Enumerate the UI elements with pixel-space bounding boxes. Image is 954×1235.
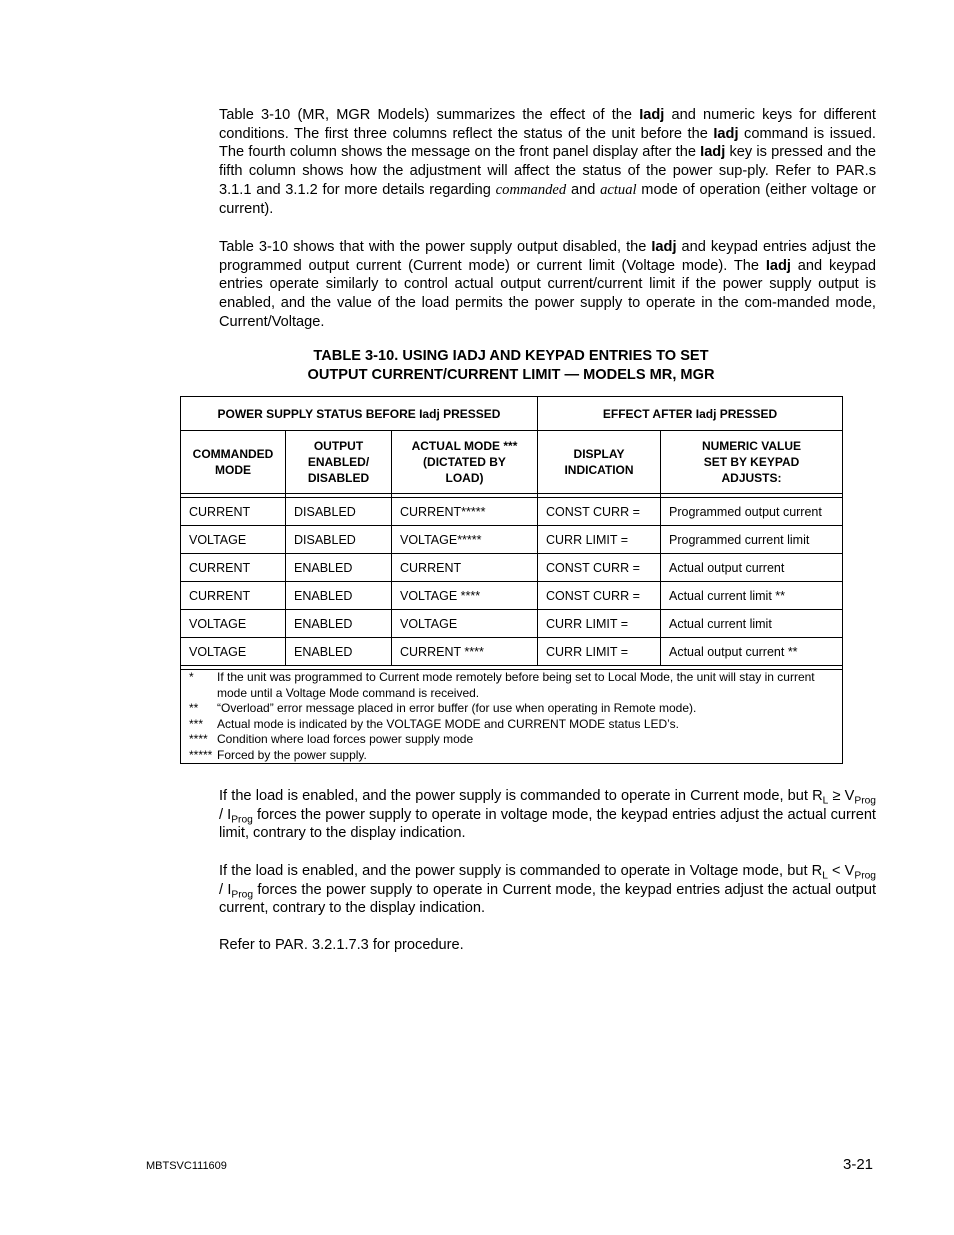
table-note: * If the unit was programmed to Current mode remotely before being set to Local Mode, the unit will stay in current mode until a Voltage Mode command is received.: [189, 670, 815, 700]
table-note: ***** Forced by the power supply.: [189, 747, 367, 762]
table-notes-row: [181, 670, 843, 764]
cell-display: CONST CURR =: [538, 582, 661, 610]
cell-adjusts: Actual current limit **: [661, 582, 843, 610]
column-header-output: OUTPUT ENABLED/ DISABLED: [286, 431, 392, 494]
table-row: [181, 498, 843, 526]
cell-actual-mode: VOLTAGE*****: [392, 526, 538, 554]
paragraph-procedure-reference: Refer to PAR. 3.2.1.7.3 for procedure.: [219, 937, 464, 953]
cell-output: ENABLED: [286, 610, 392, 638]
cell-output: ENABLED: [286, 582, 392, 610]
cell-display: CURR LIMIT =: [538, 638, 661, 666]
cell-adjusts: Actual output current: [661, 554, 843, 582]
cell-commanded-mode: CURRENT: [181, 498, 286, 526]
cell-output: DISABLED: [286, 526, 392, 554]
table-title-line-1: TABLE 3-10. USING IADJ AND KEYPAD ENTRIES TO SET: [313, 348, 709, 364]
cell-display: CONST CURR =: [538, 498, 661, 526]
cell-actual-mode: VOLTAGE: [392, 610, 538, 638]
cell-commanded-mode: CURRENT: [181, 582, 286, 610]
paragraph-output-disabled: Table 3-10 shows that with the power supply output disabled, the Iadj and keypad entries adjust the programmed output current (Current mode) or current limit (Voltage mode). The Iadj and keypad entries operate similarly to control actual output current/current limit if the power supply output is enabled, and the value of the load permits the power supply to operate in the com-manded mode, Current/Voltage.: [219, 239, 877, 330]
cell-display: CONST CURR =: [538, 554, 661, 582]
cell-commanded-mode: VOLTAGE: [181, 526, 286, 554]
table-row: [181, 526, 843, 554]
column-header-display: DISPLAY INDICATION: [538, 431, 661, 494]
cell-adjusts: Actual output current **: [661, 638, 843, 666]
cell-adjusts: Programmed current limit: [661, 526, 843, 554]
table-row: [181, 554, 843, 582]
table-column-header-row: [181, 431, 843, 494]
cell-adjusts: Actual current limit: [661, 610, 843, 638]
footer-page-number: 3-21: [843, 1156, 874, 1173]
table-title: [180, 347, 842, 385]
paragraph-voltage-mode-load: If the load is enabled, and the power supply is commanded to operate in Voltage mode, but $R_L < V_{Prog} / I_{Prog}$ forces the power supply to operate in Current mode, the keypad entries adjust the actual output current, contrary to the display indication.: [219, 863, 876, 917]
cell-commanded-mode: CURRENT: [181, 554, 286, 582]
cell-actual-mode: VOLTAGE ****: [392, 582, 538, 610]
cell-output: ENABLED: [286, 554, 392, 582]
table-row: [181, 610, 843, 638]
table-group-header-row: [181, 397, 843, 431]
cell-adjusts: Programmed output current: [661, 498, 843, 526]
group-header-after: EFFECT AFTER Iadj PRESSED: [538, 397, 843, 431]
column-header-commanded-mode: COMMANDED MODE: [181, 431, 286, 494]
table-note: ** “Overload” error message placed in error buffer (for use when operating in Remote mode).: [189, 701, 697, 715]
table-notes: [181, 670, 843, 764]
column-header-numeric-value: NUMERIC VALUE SET BY KEYPAD ADJUSTS:: [661, 431, 843, 494]
cell-commanded-mode: VOLTAGE: [181, 638, 286, 666]
cell-output: DISABLED: [286, 498, 392, 526]
paragraph-table-summary: Table 3-10 (MR, MGR Models) summarizes the effect of the Iadj and numeric keys for different conditions. The first three columns reflect the status of the unit before the Iadj command is issued. The fourth column shows the message on the front panel display after the Iadj key is pressed and the fifth column shows how the adjustment will affect the status of the power sup-ply. Refer to PAR.s 3.1.1 and 3.1.2 for more details regarding commanded and actual mode of operation (either voltage or current).: [219, 107, 877, 217]
cell-display: CURR LIMIT =: [538, 526, 661, 554]
table-note: **** Condition where load forces power supply mode: [189, 732, 474, 746]
cell-output: ENABLED: [286, 638, 392, 666]
table-row: [181, 638, 843, 666]
group-header-before: POWER SUPPLY STATUS BEFORE Iadj PRESSED: [181, 397, 538, 431]
cell-actual-mode: CURRENT: [392, 554, 538, 582]
footer-document-id: MBTSVC111609: [146, 1160, 227, 1172]
cell-commanded-mode: VOLTAGE: [181, 610, 286, 638]
cell-display: CURR LIMIT =: [538, 610, 661, 638]
table-row: [181, 582, 843, 610]
cell-actual-mode: CURRENT*****: [392, 498, 538, 526]
paragraph-current-mode-load: If the load is enabled, and the power supply is commanded to operate in Current mode, but $R_L \ge V_{Prog} / I_{Prog}$ forces the power supply to operate in voltage mode, the keypad entries adjust the actual current limit, contrary to the display indication.: [219, 788, 876, 842]
cell-actual-mode: CURRENT ****: [392, 638, 538, 666]
table-note: *** Actual mode is indicated by the VOLTAGE MODE and CURRENT MODE status LED’s.: [189, 716, 679, 731]
column-header-actual-mode: ACTUAL MODE *** (DICTATED BY LOAD): [392, 431, 538, 494]
iadj-table: [180, 396, 843, 764]
table-title-line-2: OUTPUT CURRENT/CURRENT LIMIT — MODELS MR, MGR: [307, 367, 715, 383]
